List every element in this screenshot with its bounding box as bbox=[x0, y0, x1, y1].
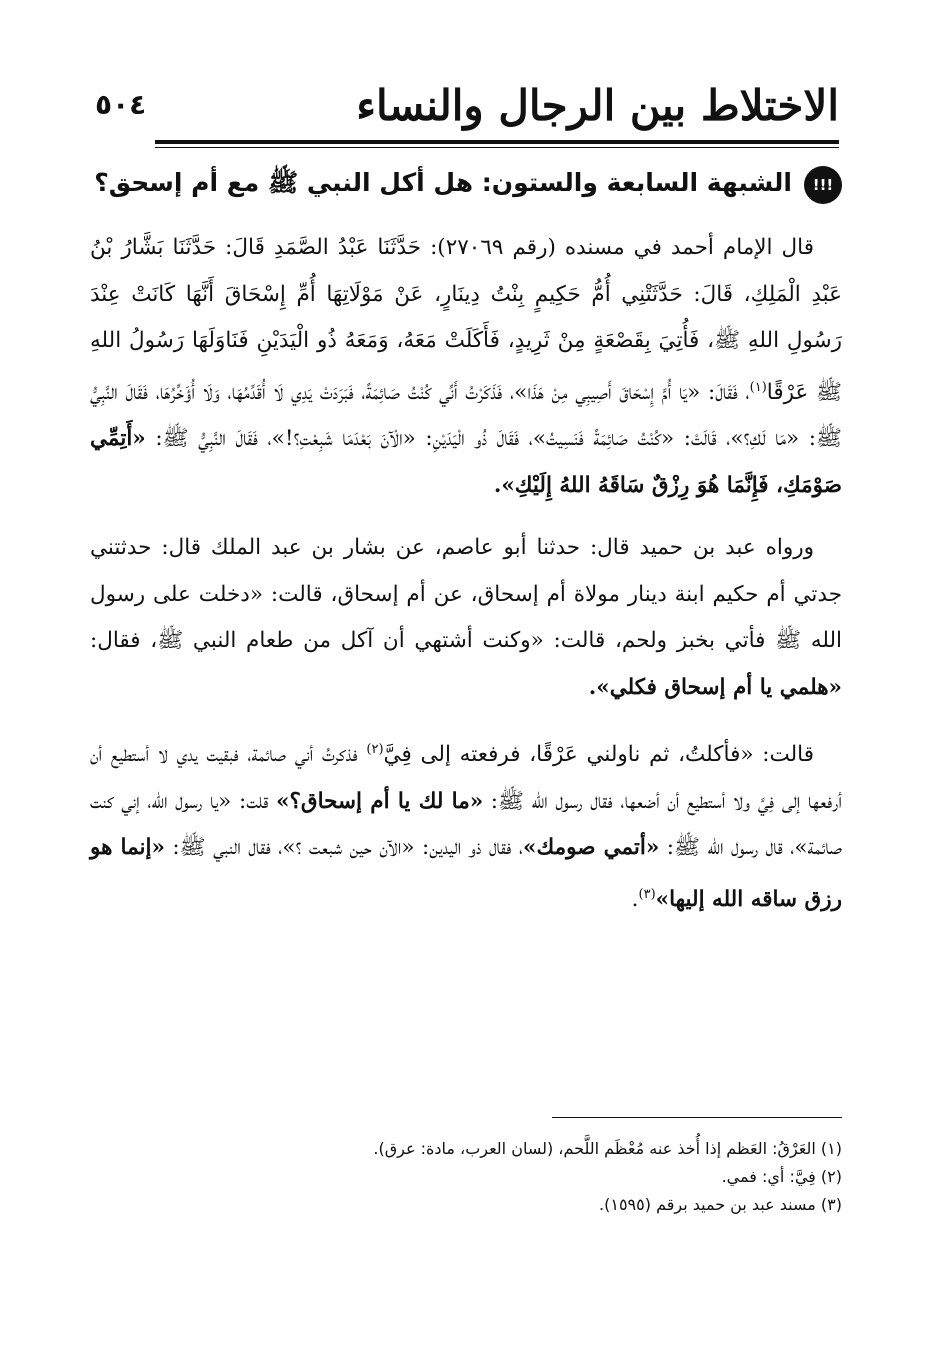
paragraph-3 bbox=[90, 727, 842, 923]
body-text bbox=[90, 225, 842, 923]
header-rule bbox=[155, 140, 839, 144]
paragraph-3-middle: قلت: «يا رسول الله، إني كنت صائمة»، قال رسول الله ﷺ: bbox=[90, 788, 842, 860]
heading-text: الشبهة السابعة والستون: هل أكل النبي ﷺ مع أم إسحق؟ bbox=[94, 167, 792, 197]
paragraph-3-text: قالت: «فأكلتُ، ثم ناولني عَرْقًا، فرفعته إلى فِيَّ bbox=[383, 742, 814, 767]
footnote-ref-3: (٣) bbox=[638, 886, 656, 902]
header-rule-thin bbox=[155, 147, 839, 148]
paragraph-3-continued: فذكرتُ أني صائمة، فبقيت يدي لا أستطيع أن أرفعها إلى فِيَّ ولا أستطيع أن أضعها، فقال رسول الله ﷺ: bbox=[90, 742, 843, 814]
paragraph-2-bold: «هلمي يا أم إسحاق فكلي». bbox=[588, 674, 842, 700]
paragraph-2-text: ورواه عبد بن حميد قال: حدثنا أبو عاصم، عن بشار بن عبد الملك قال: حدثتني جدتي أم حكيم ابنة دينار مولاة أم إسحاق، عن أم إسحاق، قالت: «دخلت على رسول الله ﷺ فأتي بخبز ولحم، قالت: «وكنت أشتهي أن آكل من طعام النبي ﷺ، فقال: bbox=[90, 535, 842, 653]
page-number: ٥٠٤ bbox=[95, 88, 147, 121]
footnote-2: (٢) فِيَّ: أي: فمي. bbox=[721, 1167, 842, 1186]
footnote-3: (٣) مسند عبد بن حميد برقم (١٥٩٥). bbox=[599, 1195, 842, 1214]
footnotes bbox=[90, 1135, 842, 1219]
book-title: الاختلاط بين الرجال والنساء bbox=[356, 81, 839, 130]
footnote-ref-2: (٢) bbox=[366, 742, 384, 757]
paragraph-1-bold: «أَتِمِّي صَوْمَكِ، فَإِنَّمَا هُوَ رِزْقٌ سَاقَهُ اللهُ إِلَيْكِ». bbox=[90, 426, 842, 498]
page-header bbox=[95, 78, 839, 148]
paragraph-3-end: . bbox=[631, 886, 639, 912]
paragraph-1 bbox=[90, 225, 842, 509]
section-heading bbox=[90, 160, 842, 210]
paragraph-3-bold-2: «أتمي صومك» bbox=[523, 835, 660, 860]
exclamation-icon: !!! bbox=[804, 166, 842, 204]
footnote-1: (١) العَرْقُ: العَظم إذا أُخذ عنه مُعْظَم اللَّحم، (لسان العرب، مادة: عرق). bbox=[373, 1139, 842, 1158]
paragraph-2 bbox=[90, 525, 842, 711]
paragraph-1-text: قال الإمام أحمد في مسنده (رقم ٢٧٠٦٩): حَدَّثَنَا عَبْدُ الصَّمَدِ قَالَ: حَدَّثَنَا بَشَّارُ بْنُ عَبْدِ الْمَلِكِ، قَالَ: حَدَّثَتْنِي أُمُّ حَكِيمٍ بِنْتُ دِينَارٍ، عَنْ مَوْلَاتِهَا أُمِّ إِسْحَاقَ أَنَّهَا كَانَتْ عِنْدَ رَسُولِ اللهِ ﷺ، فَأُتِيَ بِقَصْعَةٍ مِنْ ثَرِيدٍ، فَأَكَلَتْ مَعَهُ، وَمَعَهُ ذُو الْيَدَيْنِ فَنَاوَلَهَا رَسُولُ اللهِ ﷺ عَرْقًا bbox=[90, 235, 842, 405]
footnote-ref-1: (١) bbox=[749, 379, 767, 395]
footnote-separator bbox=[552, 1117, 842, 1118]
paragraph-3-bold-3: «إنما هو رزق ساقه الله إليها» bbox=[90, 835, 842, 912]
paragraph-3-bold-1: «ما لك يا أم إسحاق؟» bbox=[276, 788, 484, 814]
paragraph-3-middle-2: ، فقال ذو اليدين: «الآن حين شبعت ؟»، فقال النبي ﷺ: bbox=[164, 835, 524, 860]
paragraph-1-continued: ، فَقَالَ: «يَا أُمَّ إِسْحَاقَ أَصِيبِي مِنْ هَذَا»، فَذَكَرْتُ أَنِّي كُنْتُ صَائِمَةً، فَبَرَدَتْ يَدِي لَا أُقَدِّمُهَا، وَلَا أُؤَخِّرُهَا، فَقَالَ النَّبِيُّ ﷺ: «مَا لَكِ؟»، قَالَتْ: «كُنْتُ صَائِمَةً فَنَسِيتُ»، فَقَالَ ذُو الْيَدَيْنِ: «الْآنَ بَعْدَمَا شَبِعْتِ؟!»، فَقَالَ النَّبِيُّ ﷺ: bbox=[90, 379, 842, 451]
